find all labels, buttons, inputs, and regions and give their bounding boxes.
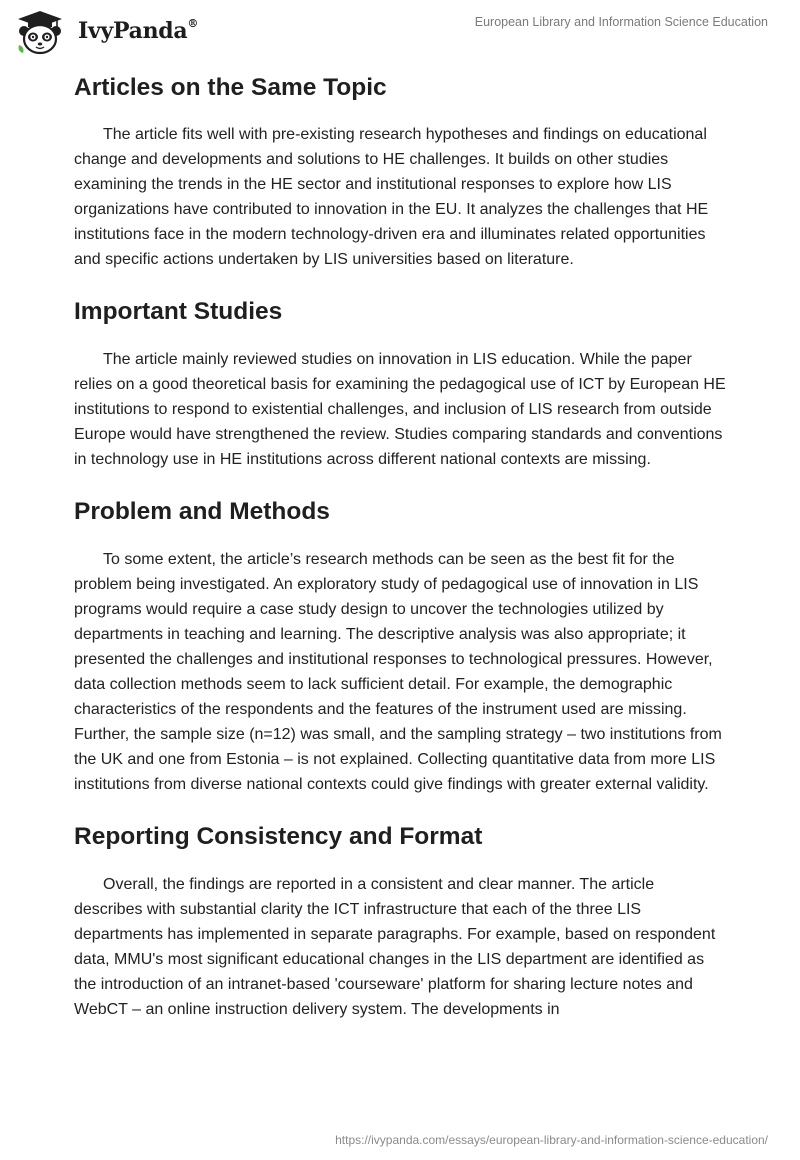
brand-logo-text[interactable] [78, 18, 198, 44]
document-title: European Library and Information Science Education [474, 15, 768, 29]
section-paragraph: The article fits well with pre-existing research hypotheses and findings on educational change and developments and solutions to HE challenges. It builds on other studies examining the trends in the HE sector and institutional responses to explore how LIS organizations have contributed to innovation in the EU. It analyzes the challenges that HE institutions face in the modern technology-driven era and illuminates related opportunities and specific actions undertaken by LIS universities based on literature. [74, 126, 709, 268]
brand-name: IvyPanda [78, 18, 188, 44]
panda-graduate-icon[interactable] [16, 9, 64, 55]
section-paragraph: Overall, the findings are reported in a consistent and clear manner. The article describes with substantial clarity the ICT infrastructure that each of the three LIS departments has implemented in separate paragraphs. For example, based on respondent data, MMU's most significant educational changes in the LIS department are identified as the introduction of an intranet-based 'courseware' platform for sharing lecture notes and WebCT – an online instruction delivery system. The developments in [74, 876, 716, 1018]
article-body [74, 70, 726, 1022]
section-paragraph: The article mainly reviewed studies on innovation in LIS education. While the paper relies on a good theoretical basis for examining the pedagogical use of ICT by European HE institutions to respond to existential challenges, and inclusion of LIS research from outside Europe would have strengthened the review. Studies comparing standards and conventions in technology use in HE institutions across different national contexts are missing. [74, 351, 726, 468]
section-heading: Problem and Methods [74, 498, 330, 525]
section-paragraph: To some extent, the article’s research methods can be seen as the best fit for the problem being investigated. An exploratory study of pedagogical use of innovation in LIS programs would require a case study design to uncover the technologies utilized by departments in teaching and learning. The descriptive analysis was also appropriate; it presented the challenges and institutional responses to technological pressures. However, data collection methods seem to lack sufficient detail. For example, the demographic characteristics of the respondents and the features of the instrument used are missing. Further, the sample size (n=12) was small, and the sampling strategy – two institutions from the UK and one from Estonia – is not explained. Collecting quantitative data from more LIS institutions from diverse national contexts could give findings with greater external validity. [74, 551, 722, 793]
registered-mark: ® [187, 16, 199, 30]
section-heading: Reporting Consistency and Format [74, 823, 483, 850]
page-header [0, 0, 800, 70]
section-heading: Important Studies [74, 298, 283, 325]
source-url[interactable]: https://ivypanda.com/essays/european-library-and-information-science-education/ [335, 1133, 768, 1147]
section-heading: Articles on the Same Topic [74, 74, 387, 101]
